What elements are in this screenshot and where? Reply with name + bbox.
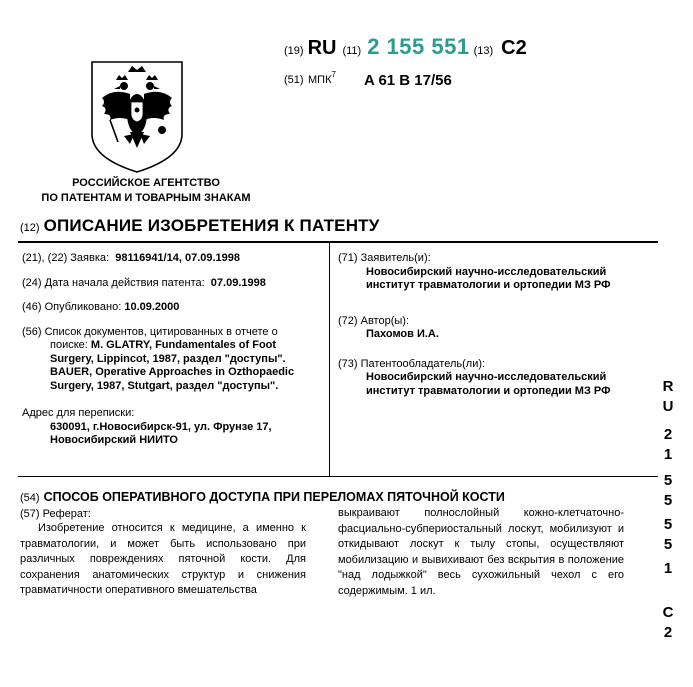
applicant-field (338, 252, 638, 293)
applicant-line-2: институт травматологии и ортопедии МЗ РФ (366, 279, 611, 291)
side-char: 2 (663, 426, 673, 443)
side-char: 5 (663, 536, 673, 553)
published-field (22, 301, 322, 315)
mpk-label: МПК (308, 74, 332, 86)
cited-ref-3: BAUER, Operative Approaches in Ozthopaedic (50, 366, 295, 378)
applicant-line-1: Новосибирский научно-исследовательский (366, 265, 607, 278)
side-char: 1 (663, 560, 673, 577)
emblem-icon (88, 58, 186, 176)
published-value: 10.09.2000 (124, 301, 180, 313)
abstract-label: (57) Реферат: (20, 508, 91, 520)
start-date-value: 07.09.1998 (210, 276, 266, 289)
cited-ref-4: Surgery, 1987, Stutgart, раздел "доступы". (50, 379, 279, 392)
author-field (338, 315, 638, 342)
author-label: (72) Автор(ы): (338, 314, 409, 327)
kind-code: C2 (501, 37, 527, 59)
cited-documents-field (22, 326, 322, 394)
side-char: U (662, 398, 674, 415)
side-char: 5 (663, 516, 673, 533)
agency-line2: ПО ПАТЕНТАМ И ТОВАРНЫМ ЗНАКАМ (41, 192, 251, 204)
mpk-sup: 7 (331, 70, 336, 79)
mpk-line (284, 70, 452, 89)
address-label: Адрес для переписки: (22, 407, 135, 419)
cited-ref-2: Surgery, Lippincot, 1987, раздел "доступы". (50, 352, 286, 365)
bibliographic-right-column (338, 252, 638, 409)
document-title: ОПИСАНИЕ ИЗОБРЕТЕНИЯ К ПАТЕНТУ (43, 216, 380, 235)
frame-top-rule (18, 241, 658, 243)
cited-ref-1: M. GLATRY, Fundamentales of Foot (90, 339, 277, 351)
code-11: (11) (342, 45, 362, 57)
code-54: (54) (20, 492, 40, 504)
applicant-label: (71) Заявитель(и): (338, 252, 431, 264)
document-title-row (20, 216, 380, 236)
side-char: 1 (663, 446, 673, 463)
agency-line1: РОССИЙСКОЕ АГЕНТСТВО (72, 177, 220, 189)
address-field (22, 407, 322, 448)
cited-prefix: поиске: (50, 339, 88, 351)
application-value: 98116941/14, 07.09.1998 (115, 252, 241, 264)
start-date-field (22, 277, 322, 291)
author-value: Пахомов И.А. (366, 328, 439, 340)
agency-name (28, 176, 264, 206)
frame-column-divider (329, 242, 330, 476)
invention-title: СПОСОБ ОПЕРАТИВНОГО ДОСТУПА ПРИ ПЕРЕЛОМАХ ПЯТОЧНОЙ КОСТИ (43, 490, 505, 504)
patent-number: 2 155 551 (367, 34, 470, 59)
code-51: (51) (284, 74, 304, 86)
mpk-value: A 61 B 17/56 (364, 72, 452, 89)
code-19: (19) (284, 45, 304, 57)
address-line-1: 630091, г.Новосибирск-91, ул. Фрунзе 17, (50, 420, 272, 433)
cited-documents-label: (56) Список документов, цитированных в отчете о (22, 325, 278, 338)
side-char: R (662, 378, 674, 395)
side-char: 5 (663, 472, 673, 489)
application-field (22, 252, 322, 266)
holder-line-2: институт травматологии и ортопедии МЗ РФ (366, 384, 611, 397)
abstract-text-right: выкраивают полнослойный кожно-клетчаточно-фасциально-субпериостальный лоскут, мобилизуют и откидывают лоскут к тылу стопы, осуществляют мобилизацию и вывихивают без вскрытия в положение "над лодыжкой" весь сухожильный чехол с его содержимым. 1 ил. (338, 507, 624, 597)
side-char: 5 (663, 492, 673, 509)
start-date-label: (24) Дата начала действия патента: (22, 276, 205, 289)
side-char: C (662, 604, 674, 621)
patent-number-line (284, 34, 527, 60)
frame-bottom-rule (18, 476, 658, 477)
application-label: (21), (22) Заявка: (22, 252, 110, 264)
holder-label: (73) Патентообладатель(ли): (338, 357, 486, 370)
code-12: (12) (20, 222, 40, 234)
published-label: (46) Опубликовано: (22, 301, 122, 313)
invention-title-row (20, 488, 505, 506)
holder-field (338, 358, 638, 399)
address-line-2: Новосибирский НИИТО (50, 434, 178, 446)
side-char: 2 (663, 624, 673, 641)
bibliographic-left-column (22, 252, 322, 459)
holder-line-1: Новосибирский научно-исследовательский (366, 371, 607, 383)
code-13: (13) (473, 45, 494, 57)
country-code: RU (307, 37, 337, 59)
abstract-text-left: Изобретение относится к медицине, а именно к травматологии, и может быть использовано при различных повреждениях пяточной кости. Для сохранения анатомических структур и снижения травматичности оперативного вмешательства (20, 522, 306, 596)
